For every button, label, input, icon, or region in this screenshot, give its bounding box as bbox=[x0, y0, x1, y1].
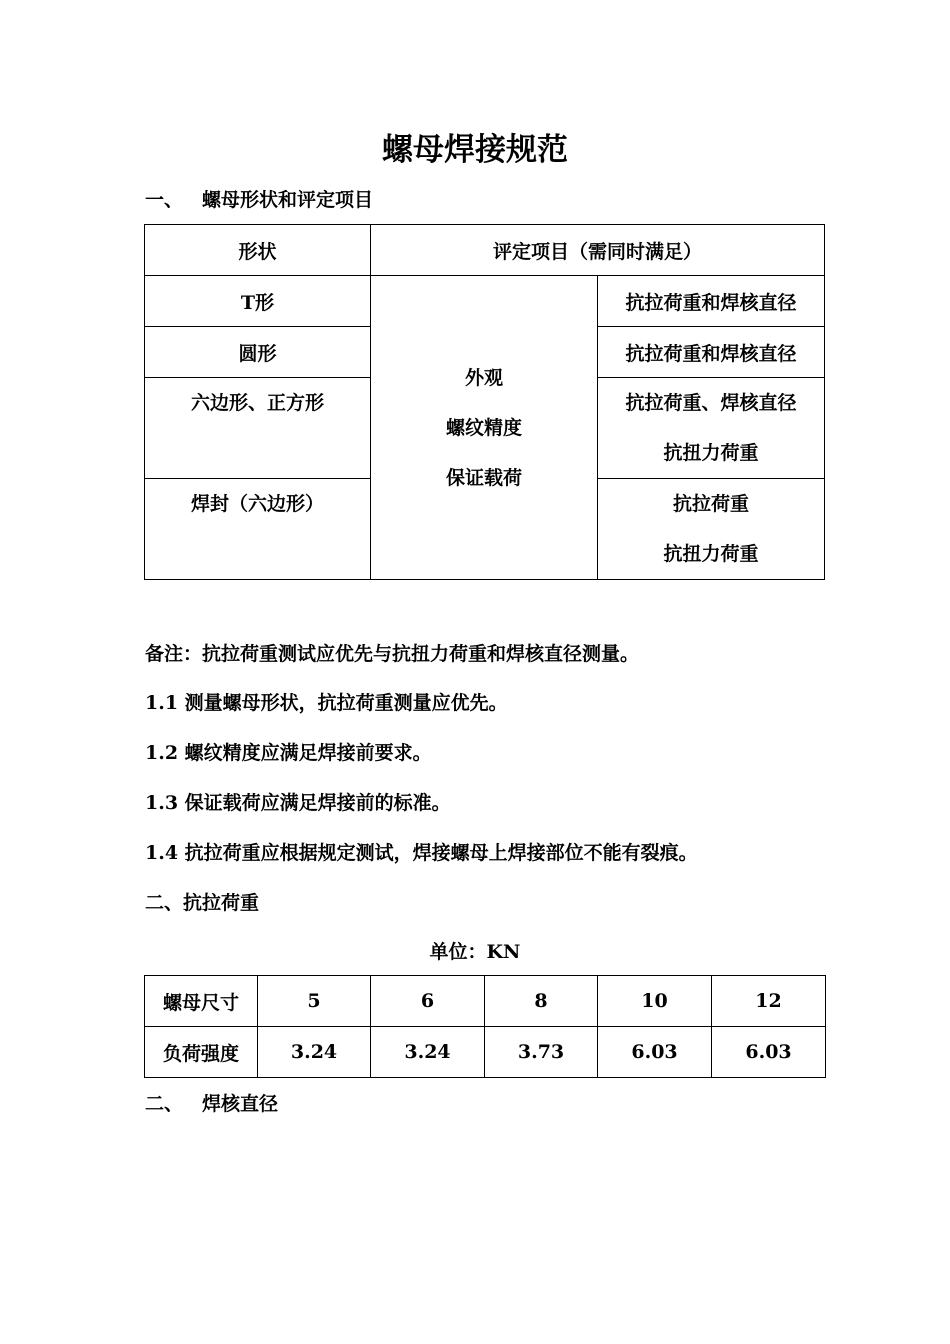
size-cell: 8 bbox=[485, 976, 598, 1027]
load-cell: 6.03 bbox=[712, 1027, 826, 1078]
load-cell: 3.73 bbox=[485, 1027, 598, 1078]
row-head-size: 螺母尺寸 bbox=[145, 976, 258, 1027]
common-items-cell bbox=[371, 276, 598, 580]
items-cell: 抗拉荷重、焊核直径 抗扭力荷重 bbox=[598, 378, 825, 479]
items-cell: 抗拉荷重 抗扭力荷重 bbox=[598, 479, 825, 580]
section-number: 二、 bbox=[145, 1093, 184, 1115]
common-item: 保证载荷 bbox=[445, 466, 522, 489]
table-header-items: 评定项目（需同时满足） bbox=[371, 225, 825, 276]
load-cell: 3.24 bbox=[371, 1027, 485, 1078]
shape-cell: 焊封（六边形） bbox=[145, 479, 371, 580]
note-1-3: 1.3 保证载荷应满足焊接前的标准。 bbox=[145, 792, 451, 814]
shape-cell: 六边形、正方形 bbox=[145, 378, 371, 479]
load-table bbox=[144, 975, 826, 1078]
size-cell: 5 bbox=[258, 976, 371, 1027]
remark-text: 备注：抗拉荷重测试应优先与抗扭力荷重和焊核直径测量。 bbox=[145, 643, 640, 665]
row-head-load: 负荷强度 bbox=[145, 1027, 258, 1078]
section-label: 焊核直径 bbox=[202, 1093, 279, 1115]
size-cell: 10 bbox=[598, 976, 712, 1027]
note-1-1: 1.1 测量螺母形状，抗拉荷重测量应优先。 bbox=[145, 692, 508, 714]
section-heading-1 bbox=[145, 186, 373, 214]
page-title: 螺母焊接规范 bbox=[382, 132, 568, 168]
size-cell: 12 bbox=[712, 976, 826, 1027]
shape-cell: 圆形 bbox=[145, 327, 371, 378]
section-heading-3 bbox=[145, 1090, 278, 1118]
items-cell: 抗拉荷重和焊核直径 bbox=[598, 276, 825, 327]
section-number: 一、 bbox=[145, 189, 184, 211]
unit-label: 单位：KN bbox=[429, 941, 521, 963]
shape-cell: T形 bbox=[145, 276, 371, 327]
section-label: 螺母形状和评定项目 bbox=[202, 189, 374, 211]
load-cell: 3.24 bbox=[258, 1027, 371, 1078]
size-cell: 6 bbox=[371, 976, 485, 1027]
items-cell: 抗拉荷重和焊核直径 bbox=[598, 327, 825, 378]
common-item: 外观 bbox=[464, 366, 503, 389]
section-heading-2: 二、抗拉荷重 bbox=[145, 892, 260, 914]
note-1-2: 1.2 螺纹精度应满足焊接前要求。 bbox=[145, 742, 432, 764]
note-1-4: 1.4 抗拉荷重应根据规定测试，焊接螺母上焊接部位不能有裂痕。 bbox=[145, 842, 698, 864]
evaluation-table bbox=[144, 224, 825, 580]
common-item: 螺纹精度 bbox=[445, 416, 522, 439]
load-cell: 6.03 bbox=[598, 1027, 712, 1078]
table-header-shape: 形状 bbox=[145, 225, 371, 276]
